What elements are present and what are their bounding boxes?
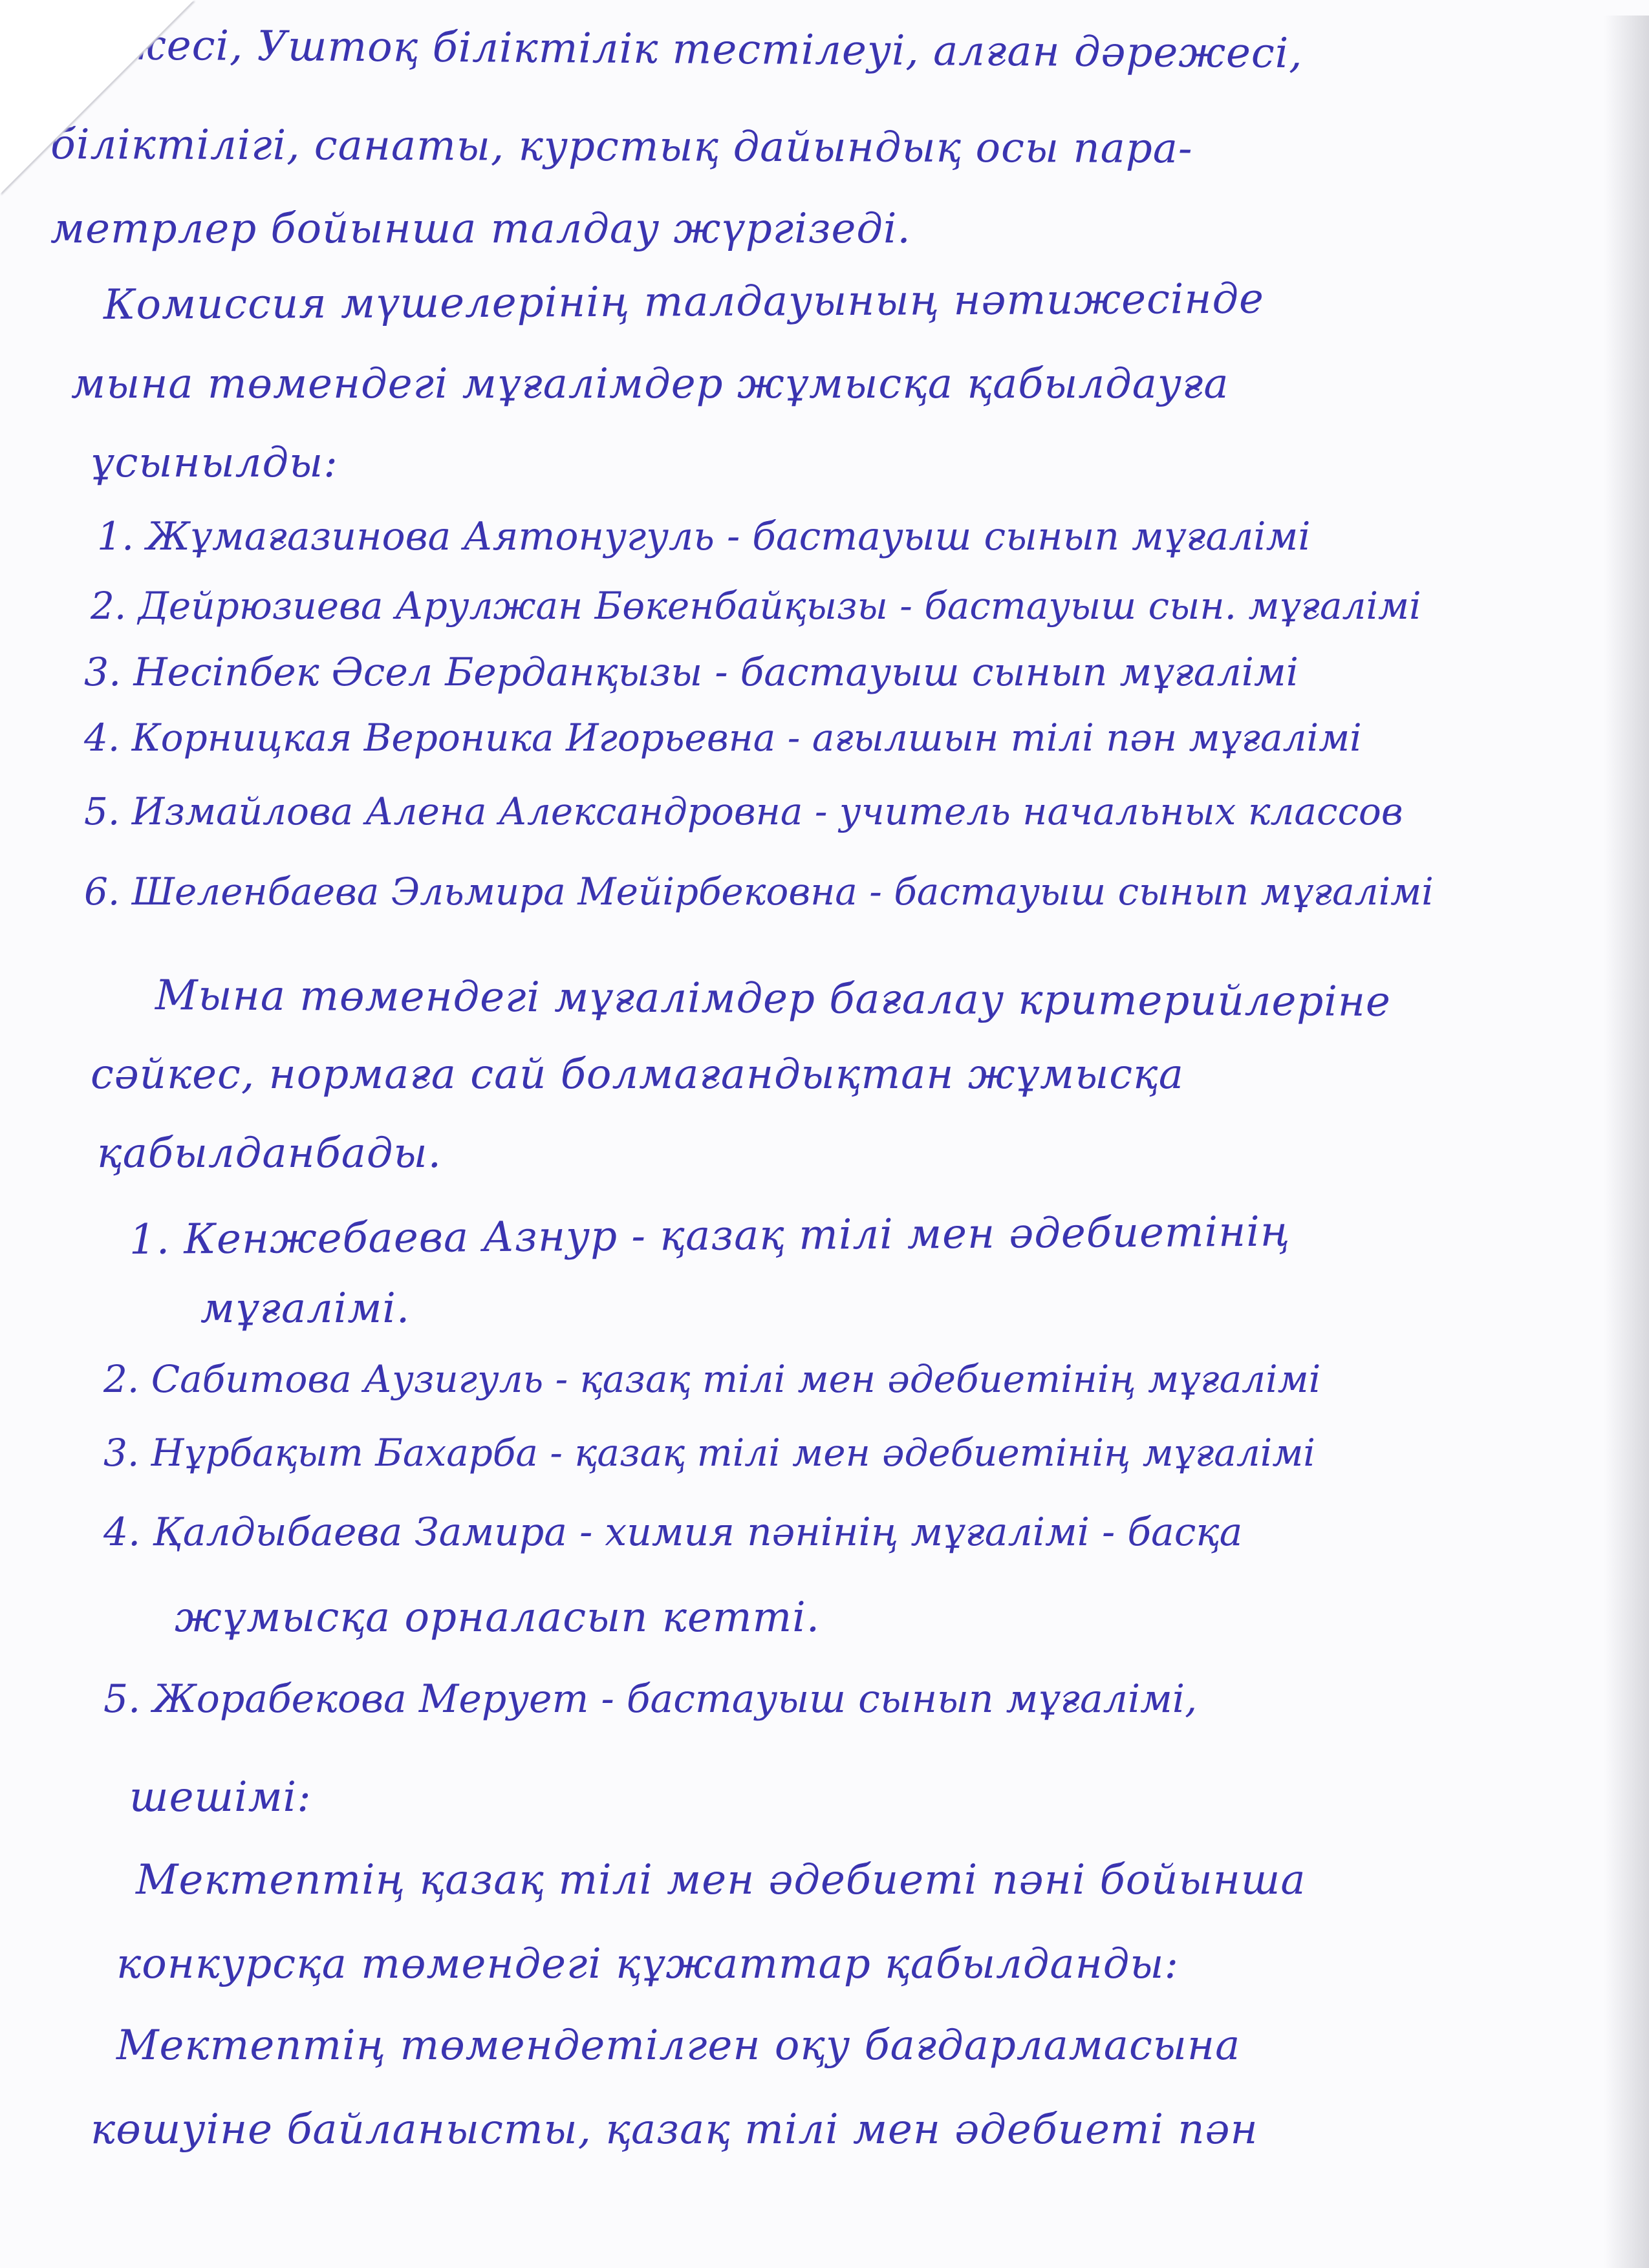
rejected-item-1-cont: мұғалімі. [200, 1285, 411, 1332]
rejected-item-4-cont: жұмысқа орналасып кетті. [175, 1594, 821, 1642]
rejected-item-3: 3. Нұрбақыт Бахарба - қазақ тілі мен әдебиетінің мұғалімі [103, 1431, 1315, 1475]
text-line-24: Мектептің қазақ тілі мен әдебиеті пәні бойынша [136, 1856, 1306, 1904]
text-line-5: мына төмендегі мұғалімдер жұмысқа қабылдауға [71, 360, 1229, 408]
text-line-26: Мектептің төмендетілген оқу бағдарламасына [116, 2022, 1241, 2070]
text-line-15: қабылданбады. [97, 1129, 442, 1177]
accepted-item-4: 4. Корницкая Вероника Игорьевна - ағылшын тілі пән мұғалімі [84, 716, 1362, 760]
text-line-6: ұсынылды: [91, 439, 338, 487]
text-line-14: сәйкес, нормаға сай болмағандықтан жұмысқа [91, 1051, 1184, 1098]
scan-edge-shadow [1604, 16, 1649, 2268]
rejected-item-5: 5. Жорабекова Мерует - бастауыш сынып мұғалімі, [103, 1676, 1198, 1722]
accepted-item-3: 3. Несіпбек Әсел Берданқызы - бастауыш сынып мұғалімі [84, 650, 1299, 695]
rejected-item-4: 4. Қалдыбаева Замира - химия пәнінің мұғалімі - басқа [103, 1510, 1243, 1555]
accepted-item-5: 5. Измайлова Алена Александровна - учитель начальных классов [84, 789, 1403, 833]
rejected-item-2: 2. Сабитова Аузигуль - қазақ тілі мен әдебиетінің мұғалімі [103, 1357, 1321, 1401]
accepted-item-6: 6. Шеленбаева Эльмира Мейірбековна - бастауыш сынып мұғалімі [84, 870, 1434, 914]
text-line-1: ...жесі, Уштоқ біліктілік тестілеуі, алған дәрежесі, [77, 21, 1303, 78]
accepted-item-1: 1. Жұмағазинова Аятонугуль - бастауыш сынып мұғалімі [97, 514, 1311, 559]
text-line-3: метрлер бойынша талдау жүргізеді. [50, 205, 911, 253]
text-line-decision: шешімі: [129, 1773, 312, 1821]
accepted-item-2: 2. Дейрюзиева Арулжан Бөкенбайқызы - бастауыш сын. мұғалімі [91, 584, 1421, 628]
text-line-25: конкурсқа төмендегі құжаттар қабылданды: [116, 1940, 1180, 1988]
folded-corner [0, 0, 194, 194]
text-line-4: Комиссия мүшелерінің талдауының нәтижесінде [103, 275, 1265, 329]
text-line-27: көшуіне байланысты, қазақ тілі мен әдебиеті пән [91, 2106, 1258, 2154]
text-line-2: біліктілігі, санаты, курстық дайындық осы пара- [50, 121, 1193, 173]
rejected-item-1: 1. Кенжебаева Азнур - қазақ тілі мен әдебиетінің [129, 1208, 1291, 1264]
text-line-13: Мына төмендегі мұғалімдер бағалау критерийлеріне [155, 972, 1392, 1027]
